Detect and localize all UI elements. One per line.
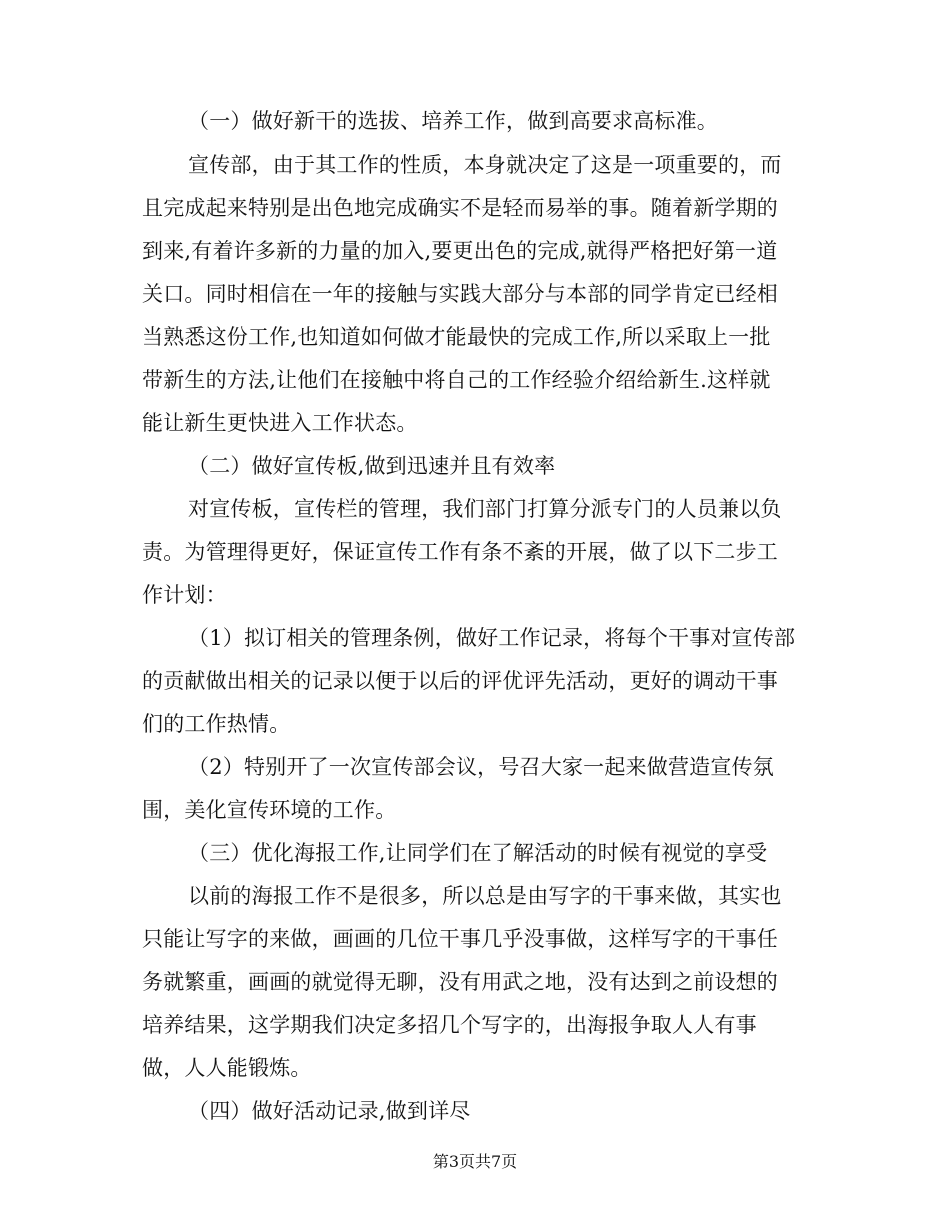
paragraph-line: 到来,有着许多新的力量的加入,要更出色的完成,就得严格把好第一道 bbox=[142, 239, 778, 263]
list-item-1: （1）拟订相关的管理条例，做好工作记录，将每个干事对宣传部 bbox=[188, 626, 796, 650]
paragraph-line: 对宣传板，宣传栏的管理，我们部门打算分派专门的人员兼以负 bbox=[188, 497, 782, 521]
paragraph-line: 们的工作热情。 bbox=[142, 712, 291, 736]
page-number-footer: 第3页共7页 bbox=[432, 1152, 518, 1171]
paragraph-line: 围，美化宣传环境的工作。 bbox=[142, 798, 397, 822]
paragraph-line: 关口。同时相信在一年的接触与实践大部分与本部的同学肯定已经相 bbox=[142, 282, 778, 306]
paragraph-line: 能让新生更快进入工作状态。 bbox=[142, 411, 418, 435]
heading-section-1: （一）做好新干的选拔、培养工作，做到高要求高标准。 bbox=[188, 109, 718, 133]
paragraph-line: 务就繁重，画画的就觉得无聊，没有用武之地，没有达到之前设想的 bbox=[142, 970, 778, 994]
list-item-2: （2）特别开了一次宣传部会议，号召大家一起来做营造宣传氛 bbox=[188, 755, 774, 779]
heading-section-4: （四）做好活动记录,做到详尽 bbox=[188, 1099, 471, 1123]
heading-section-2: （二）做好宣传板,做到迅速并且有效率 bbox=[188, 454, 556, 478]
paragraph-line: 责。为管理得更好，保证宣传工作有条不紊的开展，做了以下二步工 bbox=[142, 540, 778, 564]
paragraph-line: 宣传部，由于其工作的性质，本身就决定了这是一项重要的，而 bbox=[188, 153, 782, 177]
paragraph-line: 当熟悉这份工作,也知道如何做才能最快的完成工作,所以采取上一批 bbox=[142, 325, 771, 349]
paragraph-line: 以前的海报工作不是很多，所以总是由写字的干事来做，其实也 bbox=[188, 884, 782, 908]
paragraph-line: 带新生的方法,让他们在接触中将自己的工作经验介绍给新生.这样就 bbox=[142, 368, 771, 392]
paragraph-line: 且完成起来特别是出色地完成确实不是轻而易举的事。随着新学期的 bbox=[142, 196, 778, 220]
paragraph-line: 作计划： bbox=[142, 583, 227, 607]
heading-section-3: （三）优化海报工作,让同学们在了解活动的时候有视觉的享受 bbox=[188, 841, 768, 865]
paragraph-line: 的贡献做出相关的记录以便于以后的评优评先活动，更好的调动干事 bbox=[142, 669, 778, 693]
paragraph-line: 做，人人能锻炼。 bbox=[142, 1056, 312, 1080]
paragraph-line: 培养结果，这学期我们决定多招几个写字的，出海报争取人人有事 bbox=[142, 1013, 757, 1037]
paragraph-line: 只能让写字的来做，画画的几位干事几乎没事做，这样写字的干事任 bbox=[142, 927, 778, 951]
